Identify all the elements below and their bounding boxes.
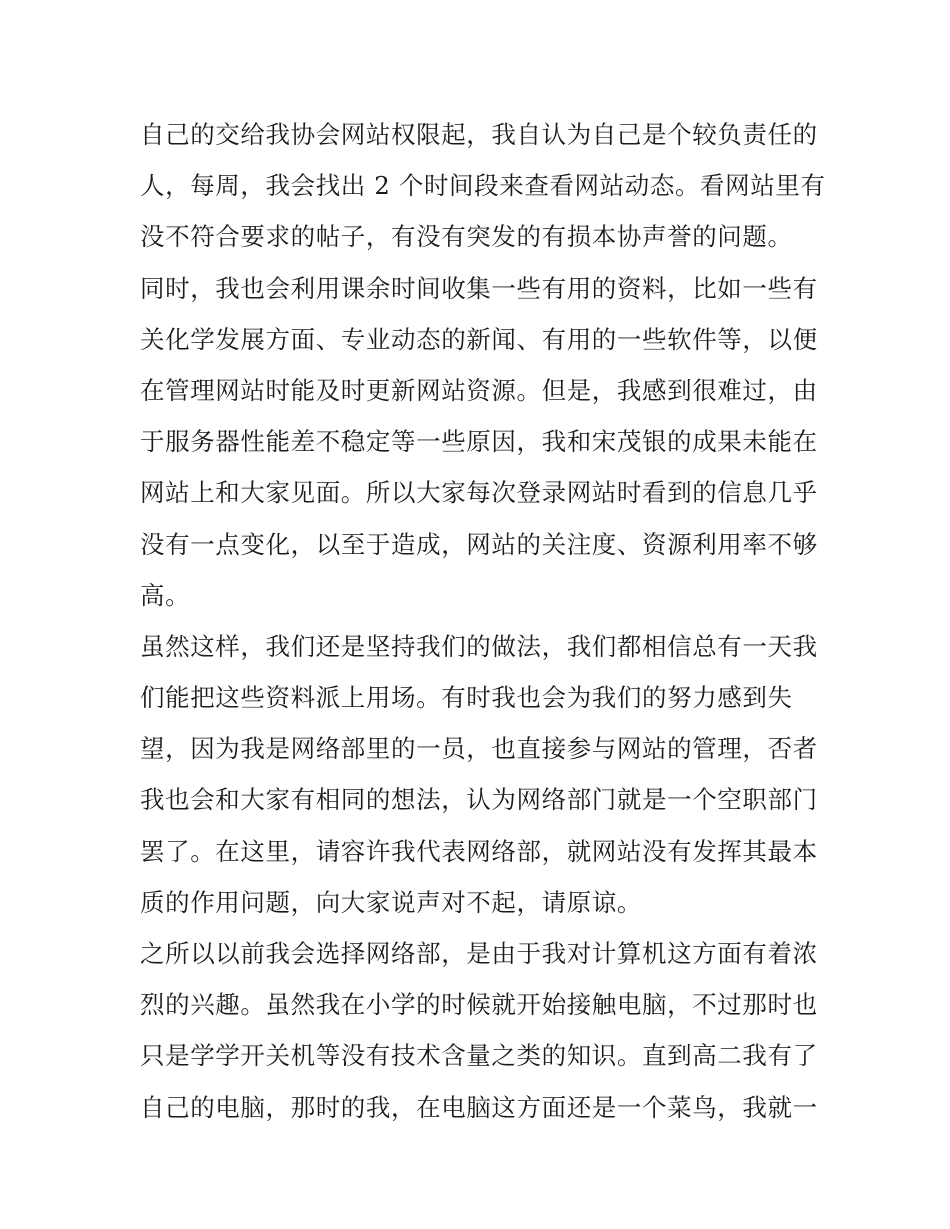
text-line: 之所以以前我会选择网络部，是由于我对计算机这方面有着浓 (140, 939, 818, 968)
text-line: 人，每周，我会找出 2 个时间段来查看网站动态。看网站里有 (140, 171, 826, 201)
text-line: 自己的交给我协会网站权限起，我自认为自己是个较负责任的 (140, 120, 818, 149)
text-line: 烈的兴趣。虽然我在小学的时候就开始接触电脑，不过那时也 (140, 990, 818, 1020)
document-body (140, 109, 826, 1133)
text-line: 只是学学开关机等没有技术含量之类的知识。直到高二我有了 (140, 1041, 818, 1071)
text-line: 望，因为我是网络部里的一员，也直接参与网站的管理，否者 (140, 734, 818, 764)
text-line: 在管理网站时能及时更新网站资源。但是，我感到很难过，由 (140, 375, 818, 405)
text-line: 没有一点变化，以至于造成，网站的关注度、资源利用率不够 (140, 529, 818, 559)
text-line: 关化学发展方面、专业动态的新闻、有用的一些软件等，以便 (140, 324, 818, 354)
text-line: 于服务器性能差不稳定等一些原因，我和宋茂银的成果未能在 (140, 427, 818, 457)
text-line: 网站上和大家见面。所以大家每次登录网站时看到的信息几乎 (140, 478, 818, 508)
text-line: 们能把这些资料派上用场。有时我也会为我们的努力感到失 (140, 683, 793, 713)
text-line: 我也会和大家有相同的想法，认为网络部门就是一个空职部门 (140, 785, 818, 815)
text-line: 罢了。在这里，请容许我代表网络部，就网站没有发挥其最本 (140, 836, 818, 866)
text-line: 没不符合要求的帖子，有没有突发的有损本协声誉的问题。 (140, 222, 793, 252)
text-line: 质的作用问题，向大家说声对不起，请原谅。 (140, 887, 642, 917)
text-line: 虽然这样，我们还是坚持我们的做法，我们都相信总有一天我 (140, 631, 818, 661)
text-line: 自己的电脑，那时的我，在电脑这方面还是一个菜鸟，我就一 (140, 1092, 818, 1122)
text-line: 同时，我也会利用课余时间收集一些有用的资料，比如一些有 (140, 273, 818, 303)
text-line: 高。 (140, 580, 191, 610)
